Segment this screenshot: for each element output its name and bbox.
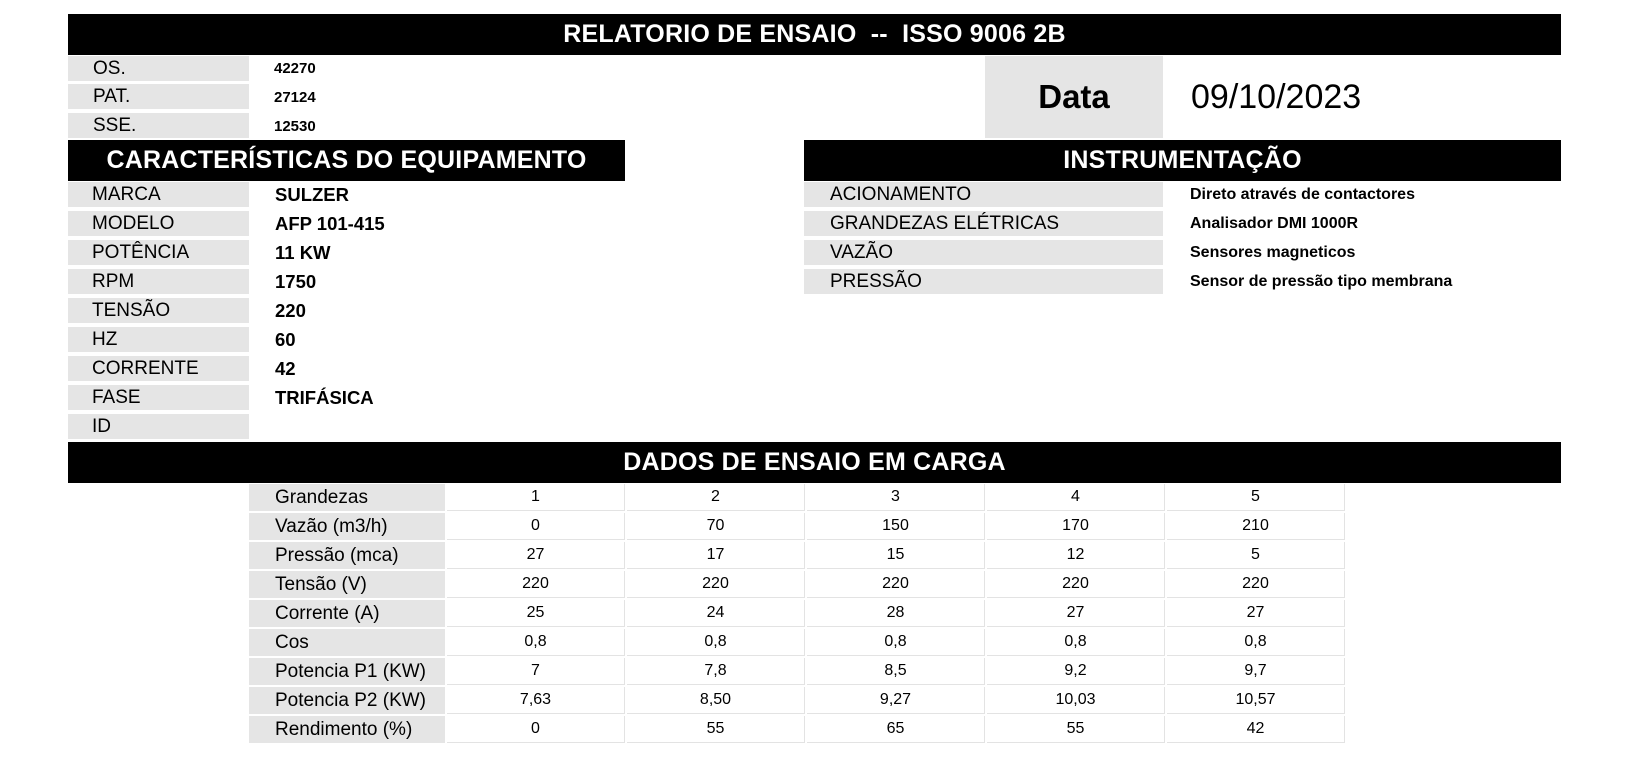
table-cell: 220 [987,571,1165,598]
instrumentation-value-pressao: Sensor de pressão tipo membrana [1190,272,1453,290]
table-cell: 12 [987,542,1165,569]
equipment-label-marca: MARCA [68,182,249,207]
equipment-label-hz: HZ [68,327,249,352]
equipment-label-rpm: RPM [68,269,249,294]
table-row-label: Pressão (mca) [249,542,445,569]
table-cell: 28 [807,600,985,627]
table-cell: 0 [447,716,625,743]
table-cell: 7,63 [447,687,625,714]
equipment-label-modelo: MODELO [68,211,249,236]
table-row-label: Potencia P1 (KW) [249,658,445,685]
table-row-label: Rendimento (%) [249,716,445,743]
table-header-label: Grandezas [249,484,445,511]
instrumentation-value-vazao: Sensores magneticos [1190,243,1356,261]
table-cell: 24 [627,600,805,627]
table-row [249,600,1345,627]
table-cell: 220 [627,571,805,598]
equipment-value-rpm: 1750 [275,270,317,292]
table-cell: 220 [1167,571,1345,598]
sse-value: 12530 [274,118,316,135]
table-cell: 15 [807,542,985,569]
table-cell: 9,2 [987,658,1165,685]
equipment-section-title: CARACTERÍSTICAS DO EQUIPAMENTO [68,140,625,181]
equipment-label-potencia: POTÊNCIA [68,240,249,265]
pat-label: PAT. [68,84,249,109]
table-column-header: 5 [1167,484,1345,511]
table-cell: 27 [447,542,625,569]
equipment-label-corrente: CORRENTE [68,356,249,381]
equipment-label-tensao: TENSÃO [68,298,249,323]
instrumentation-label-grandezas-eletricas: GRANDEZAS ELÉTRICAS [804,211,1163,236]
table-row-label: Potencia P2 (KW) [249,687,445,714]
table-row [249,629,1345,656]
instrumentation-label-pressao: PRESSÃO [804,269,1163,294]
report-title [68,14,1561,55]
table-cell: 7,8 [627,658,805,685]
table-row-label: Tensão (V) [249,571,445,598]
equipment-value-corrente: 42 [275,357,296,379]
table-cell: 220 [447,571,625,598]
table-column-header: 1 [447,484,625,511]
table-cell: 150 [807,513,985,540]
table-cell: 210 [1167,513,1345,540]
table-cell: 9,27 [807,687,985,714]
table-cell: 42 [1167,716,1345,743]
table-cell: 5 [1167,542,1345,569]
sse-label: SSE. [68,113,249,138]
table-column-header: 3 [807,484,985,511]
equipment-label-fase: FASE [68,385,249,410]
equipment-value-potencia: 11 KW [275,241,331,263]
table-cell: 25 [447,600,625,627]
table-cell: 70 [627,513,805,540]
report-title-text: RELATORIO DE ENSAIO -- ISSO 9006 2B [563,20,1066,48]
table-cell: 55 [627,716,805,743]
load-test-section-title: DADOS DE ENSAIO EM CARGA [68,442,1561,483]
table-cell: 8,5 [807,658,985,685]
table-column-header: 2 [627,484,805,511]
instrumentation-value-grandezas-eletricas: Analisador DMI 1000R [1190,214,1359,232]
instrumentation-value-acionamento: Direto através de contactores [1190,185,1415,203]
equipment-value-fase: TRIFÁSICA [275,386,374,408]
table-cell: 170 [987,513,1165,540]
table-row [249,542,1345,569]
table-row [249,513,1345,540]
table-cell: 65 [807,716,985,743]
instrumentation-section-title: INSTRUMENTAÇÃO [804,140,1561,181]
os-value: 42270 [274,60,316,77]
table-cell: 9,7 [1167,658,1345,685]
date-label: Data [985,56,1163,138]
table-row-label: Cos [249,629,445,656]
table-cell: 10,57 [1167,687,1345,714]
table-cell: 0,8 [807,629,985,656]
table-cell: 10,03 [987,687,1165,714]
equipment-value-hz: 60 [275,328,296,350]
table-row-label: Corrente (A) [249,600,445,627]
table-cell: 27 [987,600,1165,627]
load-test-table [249,484,1345,745]
table-cell: 55 [987,716,1165,743]
os-label: OS. [68,56,249,81]
table-cell: 8,50 [627,687,805,714]
table-cell: 27 [1167,600,1345,627]
table-cell: 0,8 [627,629,805,656]
table-cell: 220 [807,571,985,598]
table-column-header: 4 [987,484,1165,511]
equipment-value-tensao: 220 [275,299,306,321]
table-cell: 0 [447,513,625,540]
table-cell: 0,8 [1167,629,1345,656]
equipment-value-modelo: AFP 101-415 [275,212,385,234]
table-cell: 0,8 [447,629,625,656]
equipment-value-marca: SULZER [275,183,349,205]
table-row [249,716,1345,743]
table-row [249,571,1345,598]
table-cell: 0,8 [987,629,1165,656]
date-value: 09/10/2023 [1191,77,1362,116]
table-row-label: Vazão (m3/h) [249,513,445,540]
table-row [249,687,1345,714]
table-cell: 7 [447,658,625,685]
table-cell: 17 [627,542,805,569]
pat-value: 27124 [274,89,316,106]
equipment-label-id: ID [68,414,249,439]
instrumentation-label-vazao: VAZÃO [804,240,1163,265]
table-row [249,658,1345,685]
instrumentation-label-acionamento: ACIONAMENTO [804,182,1163,207]
table-header-row [249,484,1345,511]
